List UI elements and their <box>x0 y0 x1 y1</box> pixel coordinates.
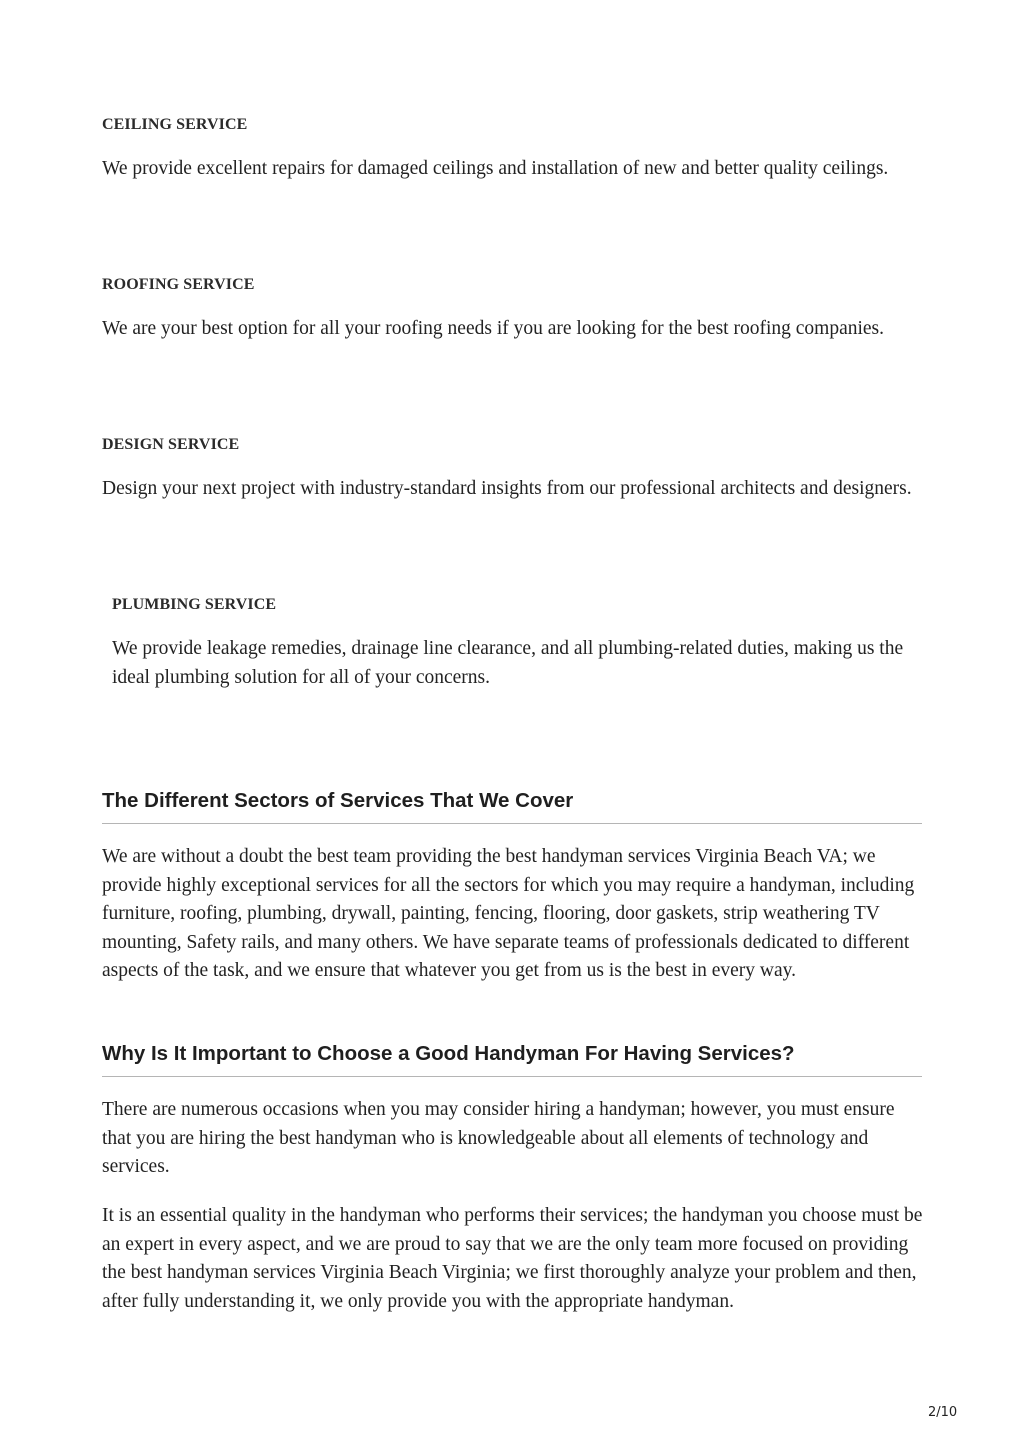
section-paragraph: There are numerous occasions when you may consider hiring a handyman; however, you must ensure that you are hiring the best handyman who is knowledgeable about all elements of technology and services. <box>102 1099 895 1177</box>
section-paragraph: It is an essential quality in the handyman who performs their services; the handyman you choose must be an expert in every aspect, and we are proud to say that we are the only team more focused on providing the best handyman services Virginia Beach Virginia; we first thoroughly analyze your problem and then, after fully understanding it, we only provide you with the appropriate handyman. <box>102 1205 923 1312</box>
service-description: Design your next project with industry-standard insights from our professional architects and designers. <box>102 478 912 499</box>
service-title: DESIGN SERVICE <box>102 436 240 453</box>
section-paragraph: We are without a doubt the best team providing the best handyman services Virginia Beach VA; we provide highly exceptional services for all the sectors for which you may require a handyman, including furniture, roofing, plumbing, drywall, painting, fencing, flooring, door gaskets, strip weathering TV mounting, Safety rails, and many others. We have separate teams of professionals dedicated to different aspects of the task, and we ensure that whatever you get from us is the best in every way. <box>102 846 915 981</box>
service-title: CEILING SERVICE <box>102 116 248 133</box>
service-title: ROOFING SERVICE <box>102 276 255 293</box>
service-description: We provide leakage remedies, drainage line clearance, and all plumbing-related duties, making us the ideal plumbing solution for all of your concerns. <box>112 638 904 688</box>
section-heading: The Different Sectors of Services That We Cover <box>102 787 922 824</box>
page-number: 2/10 <box>928 1405 958 1420</box>
service-description: We are your best option for all your roofing needs if you are looking for the best roofing companies. <box>102 318 885 339</box>
section-heading: Why Is It Important to Choose a Good Handyman For Having Services? <box>102 1040 922 1077</box>
service-description: We provide excellent repairs for damaged ceilings and installation of new and better quality ceilings. <box>102 158 889 179</box>
service-title: PLUMBING SERVICE <box>112 596 277 613</box>
